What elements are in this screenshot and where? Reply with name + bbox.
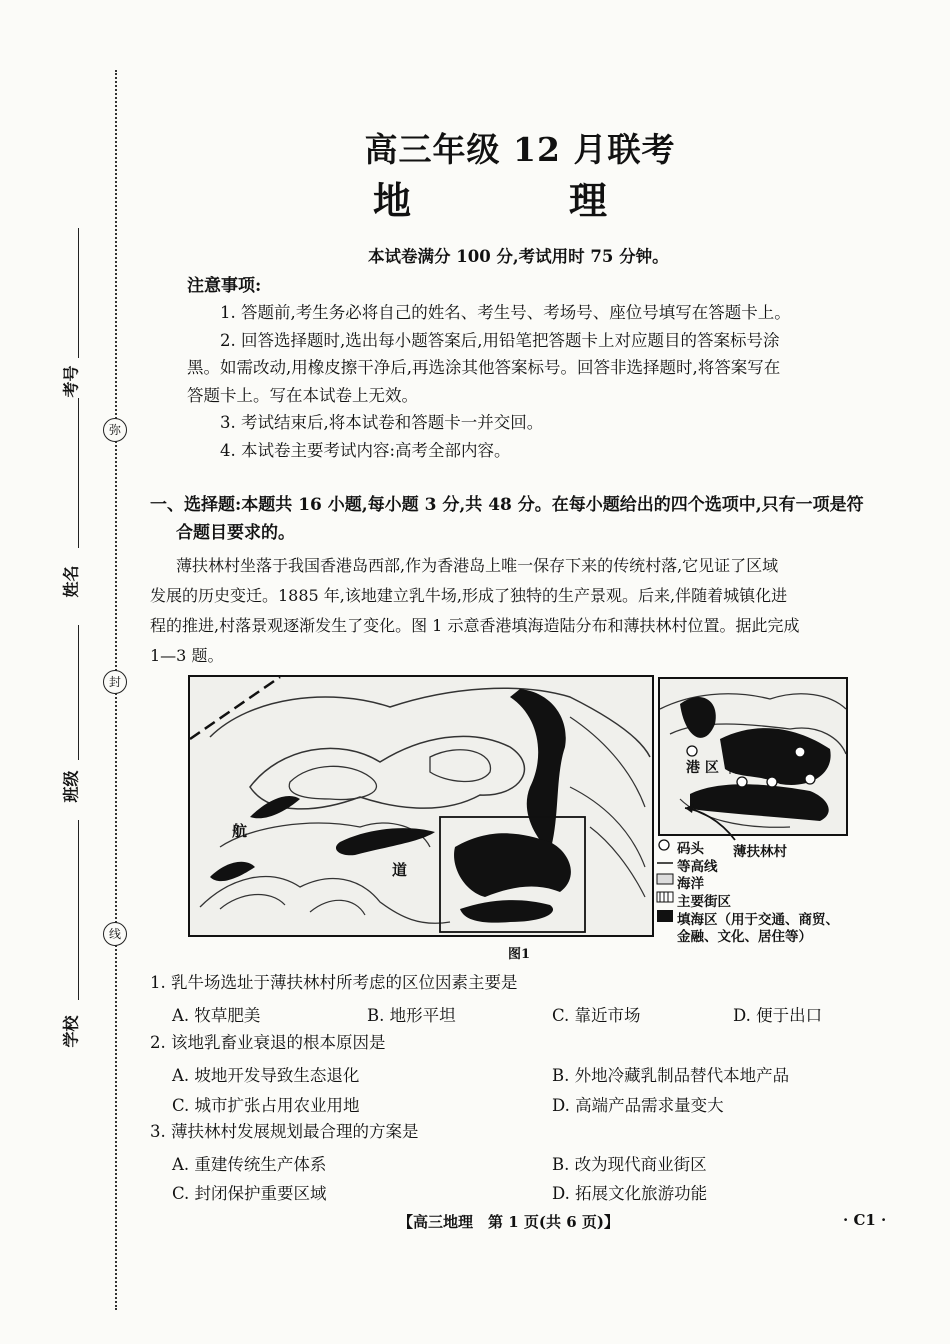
- map-contours: [190, 677, 652, 935]
- notice-item-4: 4. 本试卷主要考试内容:高考全部内容。: [220, 441, 511, 460]
- legend-village: 薄扶林村: [733, 844, 787, 860]
- page-code: · C1 ·: [843, 1211, 887, 1229]
- street-icon: [657, 892, 673, 902]
- legend-reclaim-2: 金融、文化、居住等）: [677, 929, 812, 945]
- notice-item-2: 2. 回答选择题时,选出每小题答案后,用铅笔把答题卡上对应题目的答案标号涂: [220, 331, 780, 350]
- question-2-option-c[interactable]: C. 城市扩张占用农业用地: [172, 1096, 360, 1115]
- passage-line-4: 1—3 题。: [150, 646, 224, 665]
- legend-street: 主要街区: [677, 894, 731, 910]
- label-banji: 班级: [61, 770, 81, 803]
- label-kaohao: 考号: [61, 365, 81, 398]
- figure-caption: 图1: [508, 947, 531, 962]
- section1-line2: 合题目要求的。: [176, 523, 295, 543]
- notice-item-1: 1. 答题前,考生务必将自己的姓名、考生号、考场号、座位号填写在答题卡上。: [220, 303, 791, 322]
- question-1-option-c[interactable]: C. 靠近市场: [552, 1006, 641, 1025]
- map-label-dao: 道: [392, 861, 408, 879]
- legend-pier: 码头: [677, 841, 704, 857]
- question-3-option-d[interactable]: D. 拓展文化旅游功能: [552, 1184, 708, 1203]
- question-2-option-d[interactable]: D. 高端产品需求量变大: [552, 1096, 724, 1115]
- question-2-stem: 2. 该地乳畜业衰退的根本原因是: [150, 1033, 386, 1052]
- passage-line-3: 程的推进,村落景观逐渐发生了变化。图 1 示意香港填海造陆分布和薄扶林村位置。据此完成: [150, 616, 800, 635]
- xingming-line: [78, 625, 79, 760]
- question-3-stem: 3. 薄扶林村发展规划最合理的方案是: [150, 1122, 419, 1141]
- question-2-option-b[interactable]: B. 外地冷藏乳制品替代本地产品: [552, 1066, 790, 1085]
- legend-contour: 等高线: [677, 859, 718, 875]
- subject-title: 地 理: [372, 178, 667, 223]
- notice-item-2-end: 答题卡上。写在本试卷上无效。: [187, 386, 418, 405]
- kaohao-line-2: [78, 398, 79, 548]
- question-1-option-b[interactable]: B. 地形平坦: [367, 1006, 456, 1025]
- legend-ocean: 海洋: [677, 876, 704, 892]
- exam-title: 高三年级 12 月联考: [364, 130, 676, 169]
- map-label-hang: 航: [232, 822, 248, 840]
- banji-line: [78, 820, 79, 1000]
- section1-line1: 一、选择题:本题共 16 小题,每小题 3 分,共 48 分。在每小题给出的四个选项中,只有一项是符: [150, 495, 864, 515]
- label-xingming: 姓名: [61, 565, 81, 598]
- seal-feng: 封: [103, 670, 127, 694]
- label-xuexiao: 学校: [61, 1015, 81, 1048]
- notice-heading: 注意事项:: [187, 276, 262, 296]
- passage-line-1: 薄扶林村坐落于我国香港岛西部,作为香港岛上唯一保存下来的传统村落,它见证了区域: [176, 556, 779, 575]
- question-1-option-d[interactable]: D. 便于出口: [733, 1006, 823, 1025]
- page-footer: 【高三地理 第 1 页(共 6 页)】: [398, 1213, 619, 1231]
- question-3-option-c[interactable]: C. 封闭保护重要区域: [172, 1184, 327, 1203]
- score-note: 本试卷满分 100 分,考试用时 75 分钟。: [368, 247, 669, 266]
- legend-reclaim-1: 填海区（用于交通、商贸、: [677, 912, 839, 928]
- question-3-option-b[interactable]: B. 改为现代商业街区: [552, 1155, 707, 1174]
- ocean-icon: [657, 874, 673, 884]
- question-2-option-a[interactable]: A. 坡地开发导致生态退化: [172, 1066, 360, 1085]
- question-3-option-a[interactable]: A. 重建传统生产体系: [172, 1155, 327, 1174]
- hong-kong-map: [188, 675, 654, 937]
- notice-item-3: 3. 考试结束后,将本试卷和答题卡一并交回。: [220, 413, 544, 432]
- inset-label-gangqu: 港 区: [686, 760, 719, 776]
- question-1-stem: 1. 乳牛场选址于薄扶林村所考虑的区位因素主要是: [150, 973, 518, 992]
- pier-icon: [659, 840, 669, 850]
- reclaim-icon: [657, 910, 673, 922]
- kaohao-line: [78, 228, 79, 358]
- seal-mi: 弥: [103, 418, 127, 442]
- notice-item-2-cont: 黑。如需改动,用橡皮擦干净后,再选涂其他答案标号。回答非选择题时,将答案写在: [187, 358, 781, 377]
- seal-xian: 线: [103, 922, 127, 946]
- question-1-option-a[interactable]: A. 牧草肥美: [172, 1006, 261, 1025]
- passage-line-2: 发展的历史变迁。1885 年,该地建立乳牛场,形成了独特的生产景观。后来,伴随着城镇化进: [150, 586, 788, 605]
